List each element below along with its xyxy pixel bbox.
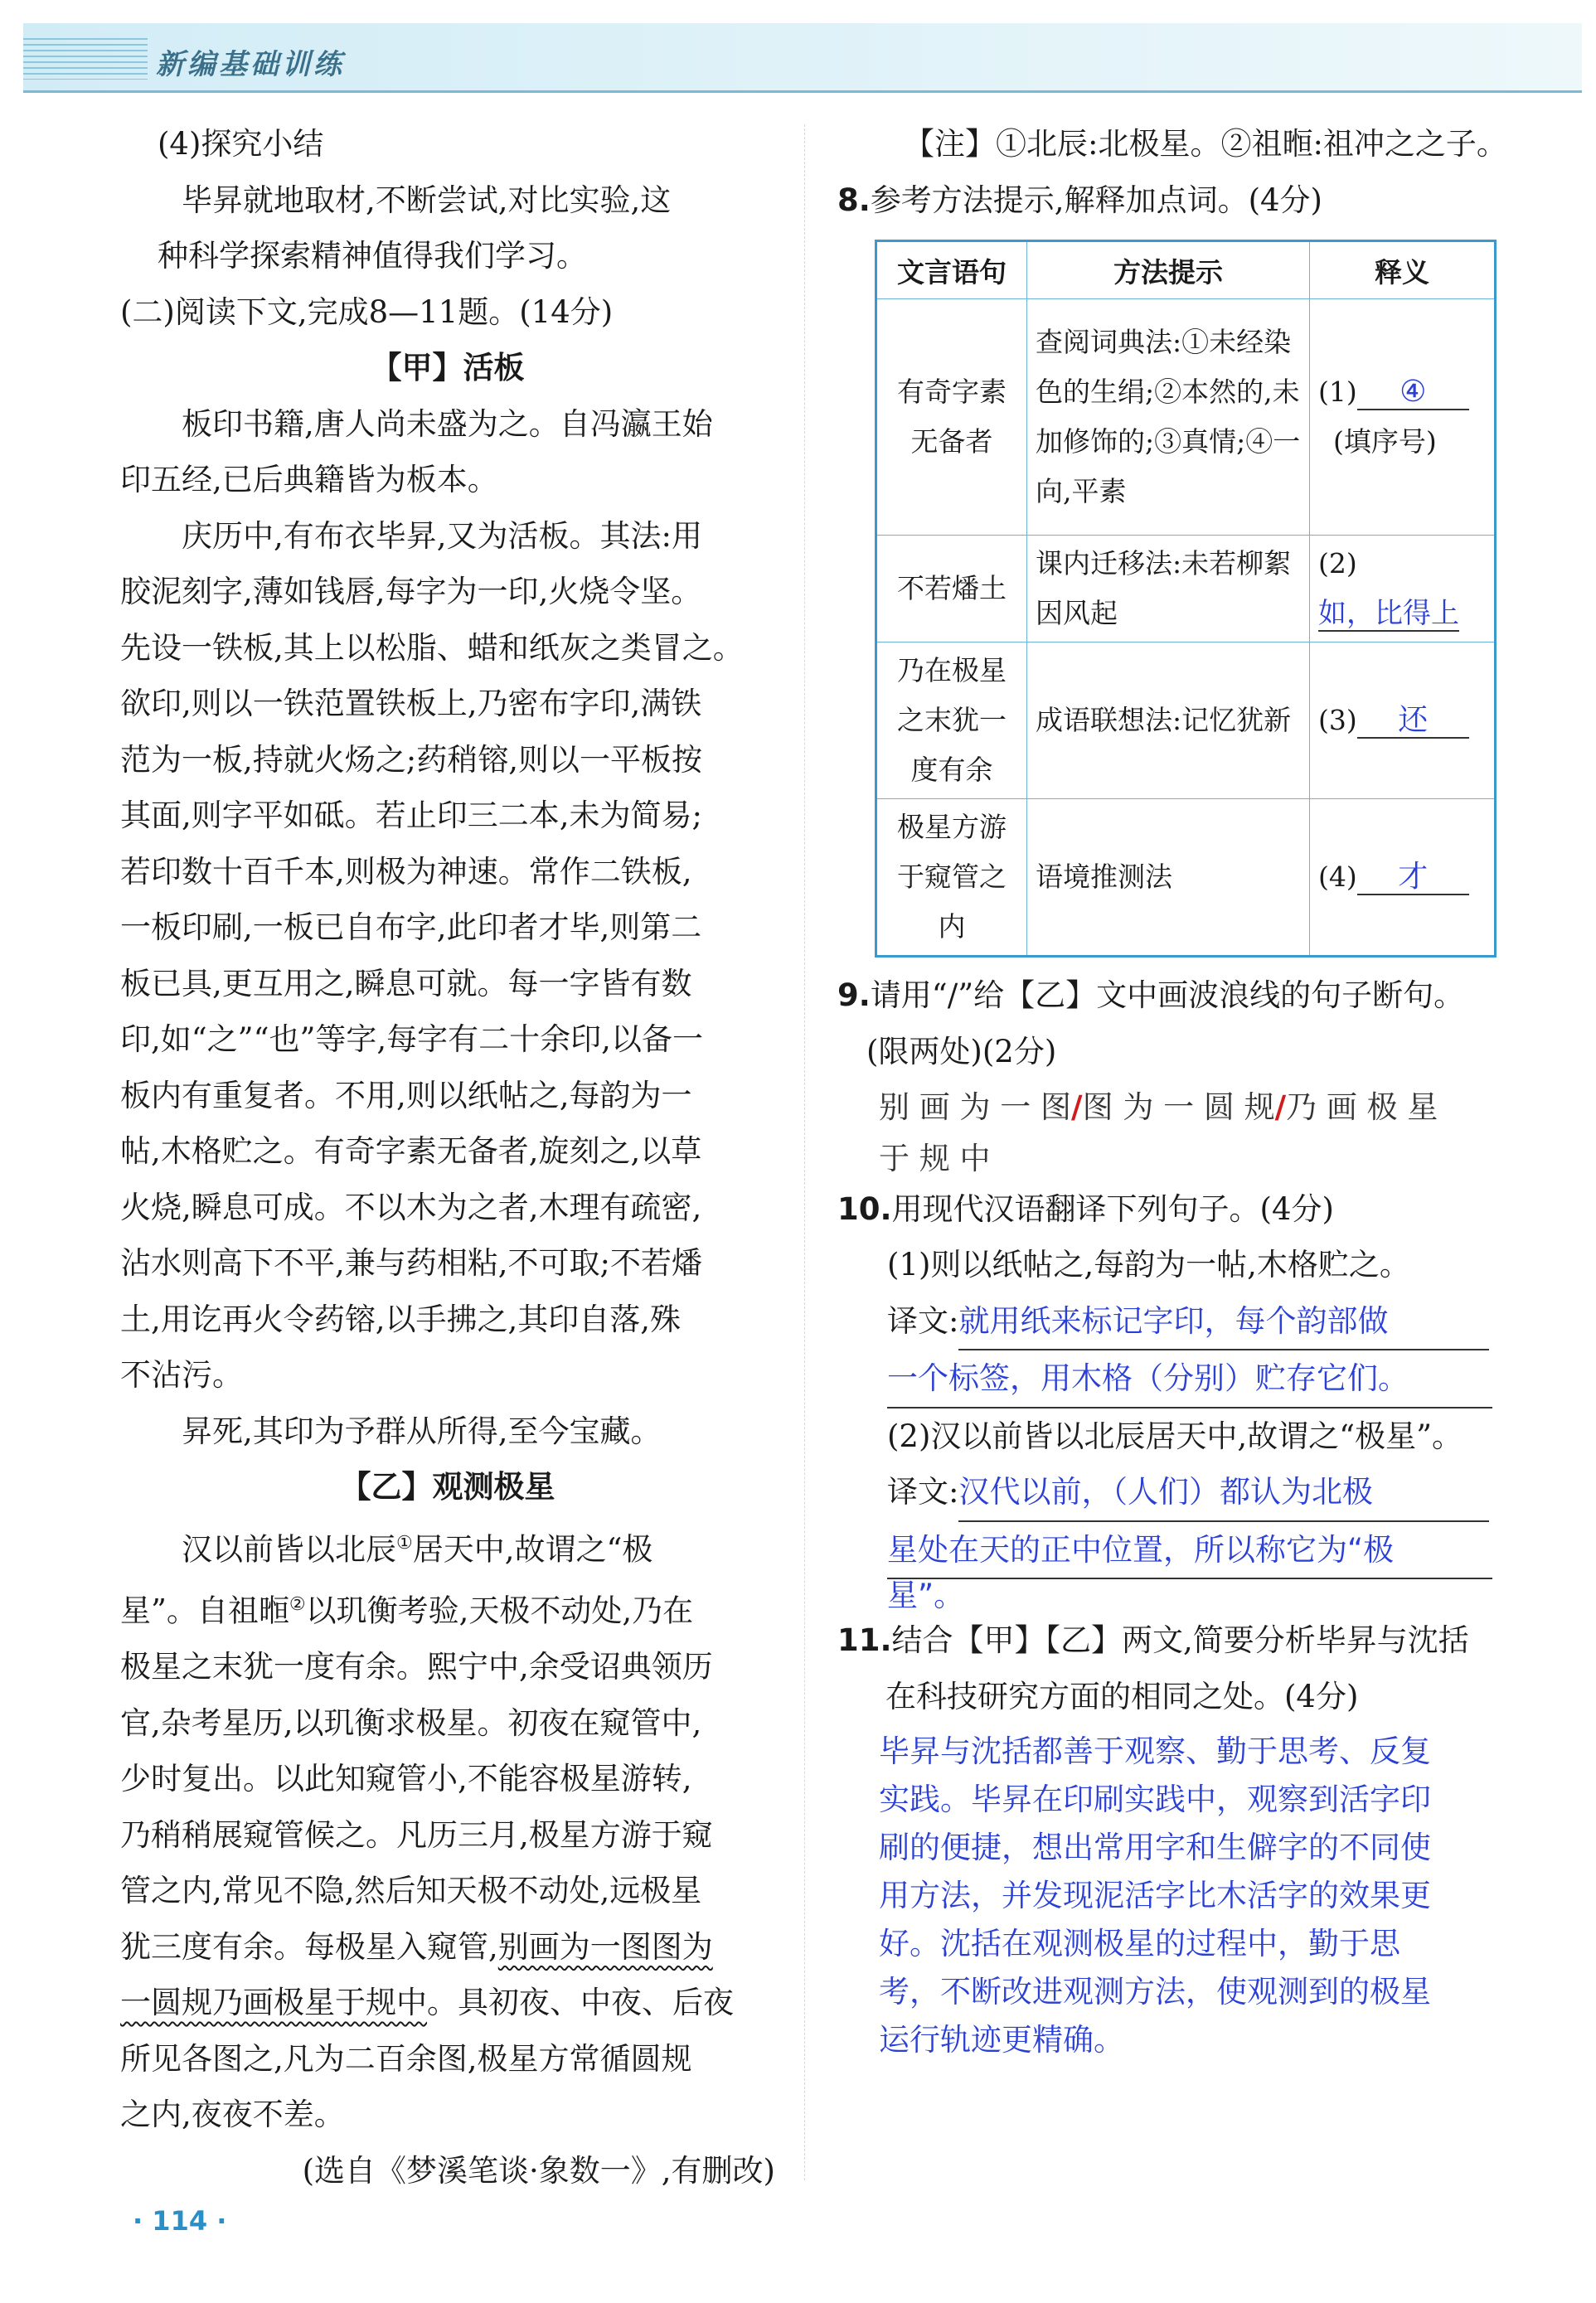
text-line: 印五经,已后典籍皆为板本。 (120, 462, 498, 497)
translation-1-cont (837, 1350, 1501, 1408)
text-line: 昇死,其印为予群从所得,至今宝藏。 (182, 1413, 662, 1449)
text-line: 星”。自祖暅②以玑衡考验,天极不动处,乃在 (120, 1593, 694, 1629)
answer-cell: (2)如，比得上 (1310, 536, 1496, 642)
phrase-cell: 乃在极星之末犹一度有余 (876, 642, 1027, 799)
question-number: 8. (837, 182, 871, 218)
method-cell: 语境推测法 (1027, 799, 1310, 957)
method-cell: 课内迁移法:未若柳絮因风起 (1027, 536, 1310, 642)
table-row (876, 799, 1496, 957)
translation-1: 译文:就用纸来标记字印，每个韵部做 (837, 1293, 1501, 1351)
text-line: 乃稍稍展窥管候之。凡历三月,极星方游于窥 (120, 1816, 713, 1853)
text-line: 种科学探索精神值得我们学习。 (158, 238, 587, 274)
table-header: 文言语句 (876, 241, 1027, 299)
text-line: 板已具,更互用之,瞬息可就。每一字皆有数 (120, 965, 692, 1001)
answer-blank[interactable]: 如，比得上 (1318, 597, 1459, 630)
translation-2-cont (837, 1579, 1501, 1612)
translation-answer: 星”。 (887, 1578, 965, 1613)
left-column (120, 116, 775, 2199)
text-line: 若印数十百千本,则极为神速。常作二铁板, (120, 853, 692, 890)
text-line: 毕昇就地取材,不断尝试,对比实验,这 (182, 182, 672, 218)
answer-cell: (4) 才 (1310, 799, 1496, 957)
text-line: 胶泥刻字,薄如钱唇,每字为一印,火烧令坚。 (120, 574, 702, 609)
text-line: 先设一铁板,其上以松脂、蜡和纸灰之类冒之。 (120, 629, 744, 666)
translation-answer: 星处在天的正中位置，所以称它为“极 (887, 1522, 1492, 1580)
phrase-cell: 极星方游于窥管之内 (876, 799, 1027, 957)
text-line: 板内有重复者。不用,则以纸帖之,每韵为一 (120, 1077, 692, 1113)
text-line: 欲印,则以一铁范置铁板上,乃密布字印,满铁 (120, 686, 702, 721)
question-9: 9.请用“/”给【乙】文中画波浪线的句子断句。 (837, 977, 1465, 1013)
answer-line: 运行轨迹更精确。 (879, 2022, 1124, 2058)
answer-cell: (1) ④ (填序号) (1310, 299, 1496, 536)
page-number: · 114 · (133, 2205, 227, 2237)
text-line: 帖,木格贮之。有奇字素无备者,旋刻之,以草 (120, 1133, 702, 1169)
slash-mark: / (1071, 1088, 1083, 1125)
text-line: 官,杂考星历,以玑衡求极星。初夜在窥管中, (120, 1704, 702, 1741)
question-8: 8.参考方法提示,解释加点词。(4分) (837, 182, 1322, 218)
question-9-answer: 别 画 为 一 图/图 为 一 圆 规/乃 画 极 星 (879, 1088, 1438, 1125)
phrase-cell: 不若燔土 (876, 536, 1027, 642)
question-number: 10. (837, 1190, 892, 1227)
table-header: 释义 (1310, 241, 1496, 299)
text-line: 印,如“之”“也”等字,每字有二十余印,以备一 (120, 1021, 703, 1057)
footnote-marker: ② (289, 1594, 306, 1616)
answer-line: 毕昇与沈括都善于观察、勤于思考、反复 (879, 1733, 1431, 1769)
header-rule (23, 90, 1582, 93)
page-header (23, 23, 1582, 93)
answer-blank[interactable]: 才 (1357, 861, 1469, 895)
text-line: 少时复出。以此知窥管小,不能容极星游转, (120, 1761, 692, 1797)
translation-answer: 一个标签，用木格（分别）贮存它们。 (887, 1350, 1492, 1408)
text-line: 汉以前皆以北辰①居天中,故谓之“极 (182, 1530, 653, 1567)
answer-blank[interactable]: 还 (1357, 704, 1469, 739)
table-row (876, 642, 1496, 799)
question-9-score: (限两处)(2分) (866, 1033, 1057, 1069)
table-row (876, 299, 1496, 536)
question-11-answer (837, 1724, 1501, 2064)
method-table (875, 240, 1497, 958)
question-number: 11. (837, 1622, 892, 1658)
text-line: 之内,夜夜不差。 (120, 2097, 345, 2133)
answer-line: 考，不断改进观测方法，使观测到的极星 (879, 1974, 1431, 2010)
text-line: 所见各图之,凡为二百余图,极星方常循圆规 (120, 2040, 692, 2077)
text-line: 沾水则高下不平,兼与药相粘,不可取;不若燔 (120, 1245, 702, 1281)
table-row (876, 536, 1496, 642)
text-line: 极星之末犹一度有余。熙宁中,余受诏典领历 (120, 1649, 713, 1685)
table-header: 方法提示 (1027, 241, 1310, 299)
question-11-cont: 在科技研究方面的相同之处。(4分) (885, 1678, 1359, 1714)
translation-answer: 汉代以前，（人们）都认为北极 (958, 1464, 1489, 1522)
question-9-answer: 于 规 中 (879, 1140, 991, 1176)
header-title: 新编基础训练 (156, 48, 345, 81)
source-citation: (选自《梦溪笔谈·象数一》,有删改) (302, 2152, 775, 2189)
slash-mark: / (1274, 1088, 1287, 1125)
wavy-underlined-sentence: 一圆规乃画极星于规中 (120, 1985, 427, 2021)
text-line: 一圆规乃画极星于规中。具初夜、中夜、后夜 (120, 1985, 734, 2021)
section-intro: (二)阅读下文,完成8—11题。(14分) (120, 293, 614, 330)
answer-blank[interactable]: ④ (1357, 376, 1469, 410)
header-stripe-decoration (23, 38, 148, 80)
question-number: 9. (837, 977, 871, 1013)
text-line: 一板印刷,一板已自布字,此印者才毕,则第二 (120, 909, 702, 945)
sentence-1: (1)则以纸帖之,每韵为一帖,木格贮之。 (887, 1247, 1410, 1282)
right-column (837, 116, 1507, 2064)
text-line: 不沾污。 (120, 1357, 243, 1393)
sentence-2: (2)汉以前皆以北辰居天中,故谓之“极星”。 (887, 1418, 1463, 1454)
text-line: 其面,则字平如砥。若止印三二本,未为简易; (120, 798, 702, 833)
phrase-cell: 有奇字素无备者 (876, 299, 1027, 536)
footnote: 【注】①北辰:北极星。②祖暅:祖冲之之子。 (904, 126, 1507, 162)
text-line: 管之内,常见不隐,然后知天极不动处,远极星 (120, 1873, 702, 1909)
column-divider (804, 124, 805, 2180)
answer-cell: (3) 还 (1310, 642, 1496, 799)
footnote-marker: ① (396, 1532, 413, 1554)
translation-2: 译文:汉代以前，（人们）都认为北极 (837, 1464, 1501, 1522)
question-11: 11.结合【甲】【乙】两文,简要分析毕昇与沈括 (837, 1622, 1469, 1658)
passage-title-yi: 【乙】观测极星 (340, 1469, 555, 1505)
wavy-underlined-sentence: 别画为一图图为 (497, 1928, 713, 1965)
text-line: 土,用讫再火令药镕,以手拂之,其印自落,殊 (120, 1301, 682, 1337)
method-cell: 查阅词典法:①未经染色的生绢;②本然的,未加修饰的;③真情;④一向,平素 (1027, 299, 1310, 536)
text-line: 犹三度有余。每极星入窥管,别画为一图图为 (120, 1928, 713, 1965)
text-line: 范为一板,持就火炀之;药稍镕,则以一平板按 (120, 741, 702, 778)
translation-2-cont (837, 1522, 1501, 1580)
question-10: 10.用现代汉语翻译下列句子。(4分) (837, 1190, 1334, 1227)
text-line: 板印书籍,唐人尚未盛为之。自冯瀛王始 (182, 405, 713, 442)
answer-line: 用方法，并发现泥活字比木活字的效果更 (879, 1878, 1431, 1913)
text-line: 火烧,瞬息可成。不以木为之者,木理有疏密, (120, 1189, 702, 1225)
answer-line: 实践。毕昇在印刷实践中，观察到活字印 (879, 1782, 1431, 1817)
translation-answer: 就用纸来标记字印，每个韵部做 (958, 1293, 1489, 1351)
method-cell: 成语联想法:记忆犹新 (1027, 642, 1310, 799)
answer-line: 刷的便捷，想出常用字和生僻字的不同使 (879, 1830, 1431, 1865)
passage-title-jia: 【甲】活板 (371, 350, 525, 385)
text-line: 庆历中,有布衣毕昇,又为活板。其法:用 (182, 517, 702, 554)
text-line: (4)探究小结 (158, 126, 324, 162)
answer-line: 好。沈括在观测极星的过程中，勤于思 (879, 1926, 1400, 1961)
